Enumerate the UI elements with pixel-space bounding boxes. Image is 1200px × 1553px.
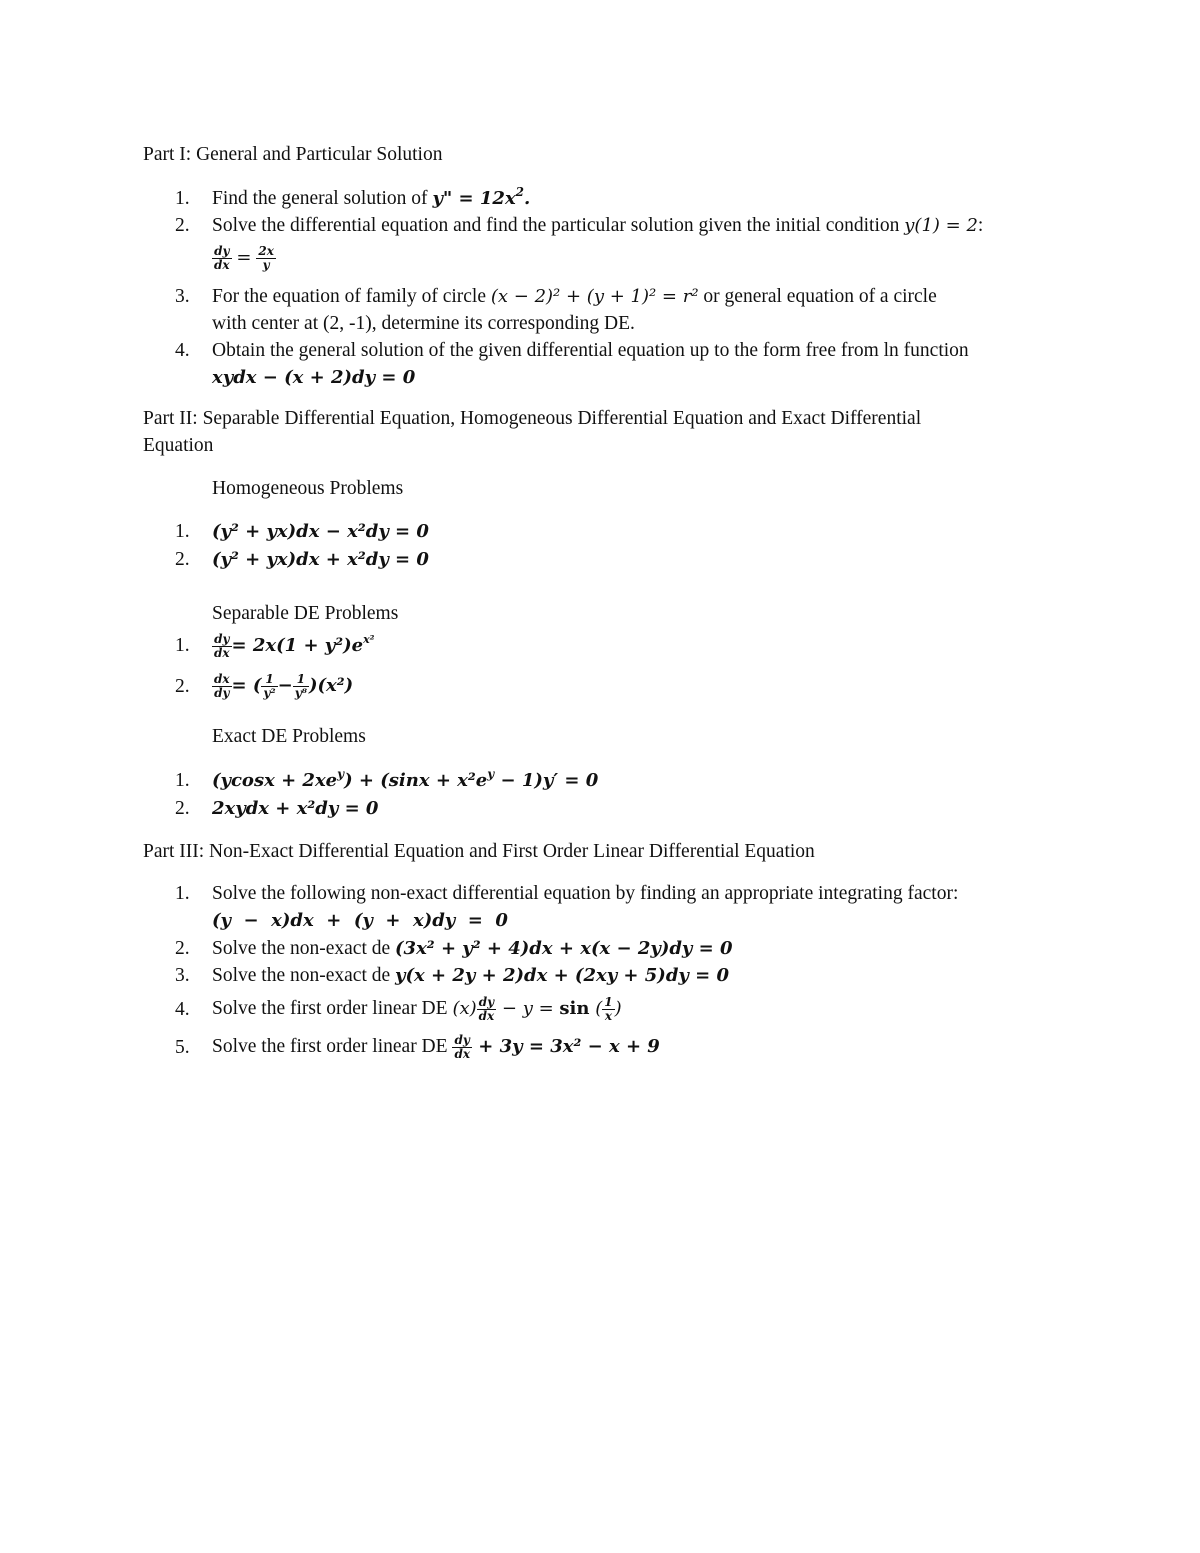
part1-heading: Part I: General and Particular Solution	[143, 144, 443, 165]
equation: $\frac{dy}{dx}$ = $\frac{2x}{y}$	[214, 244, 274, 273]
item-text-line2: with center at (2, -1), determine its corresponding DE.	[212, 313, 635, 334]
fraction: $\frac{dx}{dy}$	[214, 672, 230, 701]
fraction: $\frac{dy}{dx}$	[454, 1033, 470, 1062]
part2-heading: Part II: Separable Differential Equation, Homogeneous Differential Equation and Exact Differential	[143, 408, 922, 429]
fraction: $\frac{dy}{dx}$	[214, 632, 230, 661]
list-number: 5.	[175, 1037, 190, 1058]
list-number: 1.	[175, 521, 190, 542]
fraction: $\frac{dy}{dx}$	[478, 995, 495, 1024]
item-text: Obtain the general solution of the given differential equation up to the form free from ln function	[212, 340, 969, 361]
fraction: $\frac{1}{x}$	[604, 995, 613, 1024]
separable-equation-2: $\frac{dx}{dy}$ = ( $\frac{1}{\text{y²}}$ − $\frac{1}{\text{y⁸}}$ )(x²)	[214, 672, 354, 701]
list-number: 1.	[175, 883, 190, 904]
list-number: 2.	[175, 549, 190, 570]
item-text: Solve the first order linear DE	[212, 998, 453, 1019]
part2-heading-line2: Equation	[143, 435, 214, 456]
fraction: $\frac{dy}{dx}$	[214, 244, 230, 273]
initial-condition: y(1) = 2	[904, 215, 978, 236]
item-text: Solve the non-exact de	[212, 965, 396, 986]
list-number: 1.	[175, 635, 190, 656]
fraction: $\frac{1}{\text{y⁸}}$	[294, 672, 307, 701]
item-text: Solve the non-exact de	[212, 938, 396, 959]
list-number: 2.	[175, 676, 190, 697]
first-order-equation-4: Solve the first order linear DE (x) $\frac{dy}{dx}$ − y = sin ( $\frac{1}{x}$ )	[212, 995, 622, 1024]
list-number: 4.	[175, 999, 190, 1020]
list-number: 1.	[175, 770, 190, 791]
list-number: 4.	[175, 340, 190, 361]
equation: y(x + 2y + 2)dx + (2xy + 5)dy = 0	[395, 965, 729, 986]
document-page: Part I: General and Particular Solution 1. Find the general solution of y" = $12x^2$. 2. Solve the differential equation and find the particular solution given the initial condition y(1) = 2: $\frac{dy}{dx}$ = $\frac{2x}{y}$ 3. For the equation of family of circle (x − 2)² + (y + 1)² = r² or general equation of a circle with center at (2, -1), determine its corresponding DE. 4. Obtain the general solution of the given differential equation up to the form free from ln function xydx − (x + 2)dy = 0 Part II: Separable Differential Equation, Homogeneous Differential Equation and Exact Differential Equation Homogeneous Problems 1. (y² + yx)dx − x²dy = 0 2. (y² + yx)dx + x²dy = 0 Separable DE Problems 1. $\frac{dy}{dx}$ = $2x(1 + y^2)e^{x^2}$ 2. $\frac{dx}{dy}$ = ( $\frac{1}{\text{y²}}$ − $\frac{1}{\text{y⁸}}$ )(x²) Exact DE Problems 1. $(ycosx + 2xe^y) + (\sin x + x^2e^y - 1)y' = 0$ 2. 2xydx + x²dy = 0 Part III: Non-Exact Differential Equation and First Order Linear Differential Equation 1. Solve the following non-exact differential equation by finding an appropriate integrating factor: (y − x)dx + (y + x)dy = 0 2. Solve the non-exact de (3x² + y² + 4)dx + x(x − 2y)dy = 0 3. Solve the non-exact de y(x + 2y + 2)dx + (2xy + 5)dy = 0 4. Solve the first order linear DE (x) $\frac{dy}{dx}$ − y = sin ( $\frac{1}{x}$ ) 5. Solve the first order linear DE $\frac{dy}{dx}$ + 3y = 3x² − x + 9	[0, 0, 1200, 1553]
list-number: 2.	[175, 798, 190, 819]
exact-equation-1: $(ycosx + 2xe^y) + (\sin x + x^2e^y - 1)y' = 0$	[212, 767, 599, 791]
list-number: 3.	[175, 965, 190, 986]
homogeneous-equation-2: (y² + yx)dx + x²dy = 0	[212, 549, 429, 570]
list-number: 2.	[175, 215, 190, 236]
exact-title: Exact DE Problems	[212, 726, 366, 747]
equation: (3x² + y² + 4)dx + x(x − 2y)dy = 0	[395, 938, 733, 959]
equation: (y − x)dx + (y + x)dy = 0	[212, 910, 508, 931]
item-text: Solve the first order linear DE	[212, 1036, 453, 1057]
fraction: $\frac{2x}{y}$	[258, 244, 274, 273]
item-text: Solve the differential equation and find the particular solution given the initial condition	[212, 215, 905, 236]
equation: xydx − (x + 2)dy = 0	[212, 367, 416, 388]
homogeneous-title: Homogeneous Problems	[212, 478, 404, 499]
list-number: 1.	[175, 188, 190, 209]
item-text: For the equation of family of circle	[212, 286, 491, 307]
fraction: $\frac{1}{\text{y²}}$	[263, 672, 276, 701]
item-text: Solve the following non-exact differential equation by finding an appropriate integrating factor:	[212, 883, 959, 904]
equation: y" = $12x^2$.	[432, 185, 531, 209]
equation: (x − 2)² + (y + 1)² = r²	[490, 286, 699, 307]
list-number: 3.	[175, 286, 190, 307]
first-order-equation-5: Solve the first order linear DE $\frac{dy}{dx}$ + 3y = 3x² − x + 9	[212, 1033, 660, 1062]
item-text: Find the general solution of	[212, 188, 433, 209]
exact-equation-2: 2xydx + x²dy = 0	[212, 798, 379, 819]
separable-equation-1: $\frac{dy}{dx}$ = $2x(1 + y^2)e^{x^2}$	[214, 632, 375, 661]
list-number: 2.	[175, 938, 190, 959]
part3-heading: Part III: Non-Exact Differential Equation and First Order Linear Differential Equation	[143, 841, 815, 862]
separable-title: Separable DE Problems	[212, 603, 399, 624]
homogeneous-equation-1: (y² + yx)dx − x²dy = 0	[212, 521, 429, 542]
